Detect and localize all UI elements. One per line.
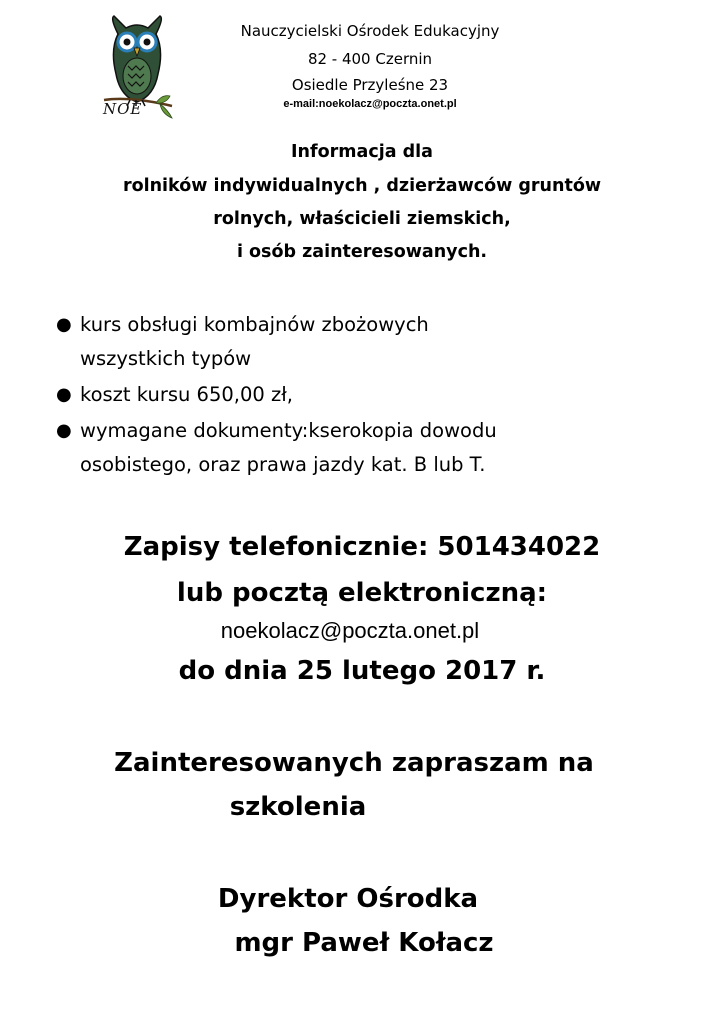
info-line-2: rolników indywidualnych , dzierżawców gruntów xyxy=(122,176,602,196)
bullet-text: osobistego, oraz prawa jazdy kat. B lub T. xyxy=(80,453,486,476)
bullet-icon: ● xyxy=(56,314,72,335)
signature-title: Dyrektor Ośrodka xyxy=(217,884,479,914)
course-details-list xyxy=(48,308,688,484)
logo-text: NOE xyxy=(103,100,143,118)
invite-line-1: Zainteresowanych zapraszam na xyxy=(114,748,594,778)
bullet-text: koszt kursu 650,00 zł, xyxy=(80,383,293,406)
list-item xyxy=(48,378,688,412)
bullet-text: wymagane dokumenty:kserokopia dowodu xyxy=(80,419,497,442)
signup-email: noekolacz@poczta.onet.pl xyxy=(220,618,480,643)
info-line-3: rolnych, właścicieli ziemskich, xyxy=(213,209,511,229)
invite-line-2: szkolenia xyxy=(229,792,367,822)
info-line-1: Informacja dla xyxy=(291,142,433,162)
list-item xyxy=(48,308,688,376)
org-name: Nauczycielski Ośrodek Edukacyjny xyxy=(240,22,500,40)
org-street: Osiedle Przyleśne 23 xyxy=(291,76,449,94)
signup-phone: Zapisy telefonicznie: 501434022 xyxy=(123,532,601,562)
org-postal: 82 - 400 Czernin xyxy=(307,50,433,68)
bullet-text: wszystkich typów xyxy=(80,347,252,370)
bullet-text: kurs obsługi kombajnów zbożowych xyxy=(80,313,429,336)
bullet-icon: ● xyxy=(56,420,72,441)
signup-email-intro: lub pocztą elektroniczną: xyxy=(176,578,548,608)
signature-name: mgr Paweł Kołacz xyxy=(234,928,494,958)
info-line-4: i osób zainteresowanych. xyxy=(236,242,488,262)
signup-deadline: do dnia 25 lutego 2017 r. xyxy=(178,656,546,686)
list-item xyxy=(48,414,688,482)
org-email: e-mail:noekolacz@poczta.onet.pl xyxy=(283,98,457,110)
bullet-icon: ● xyxy=(56,384,72,405)
